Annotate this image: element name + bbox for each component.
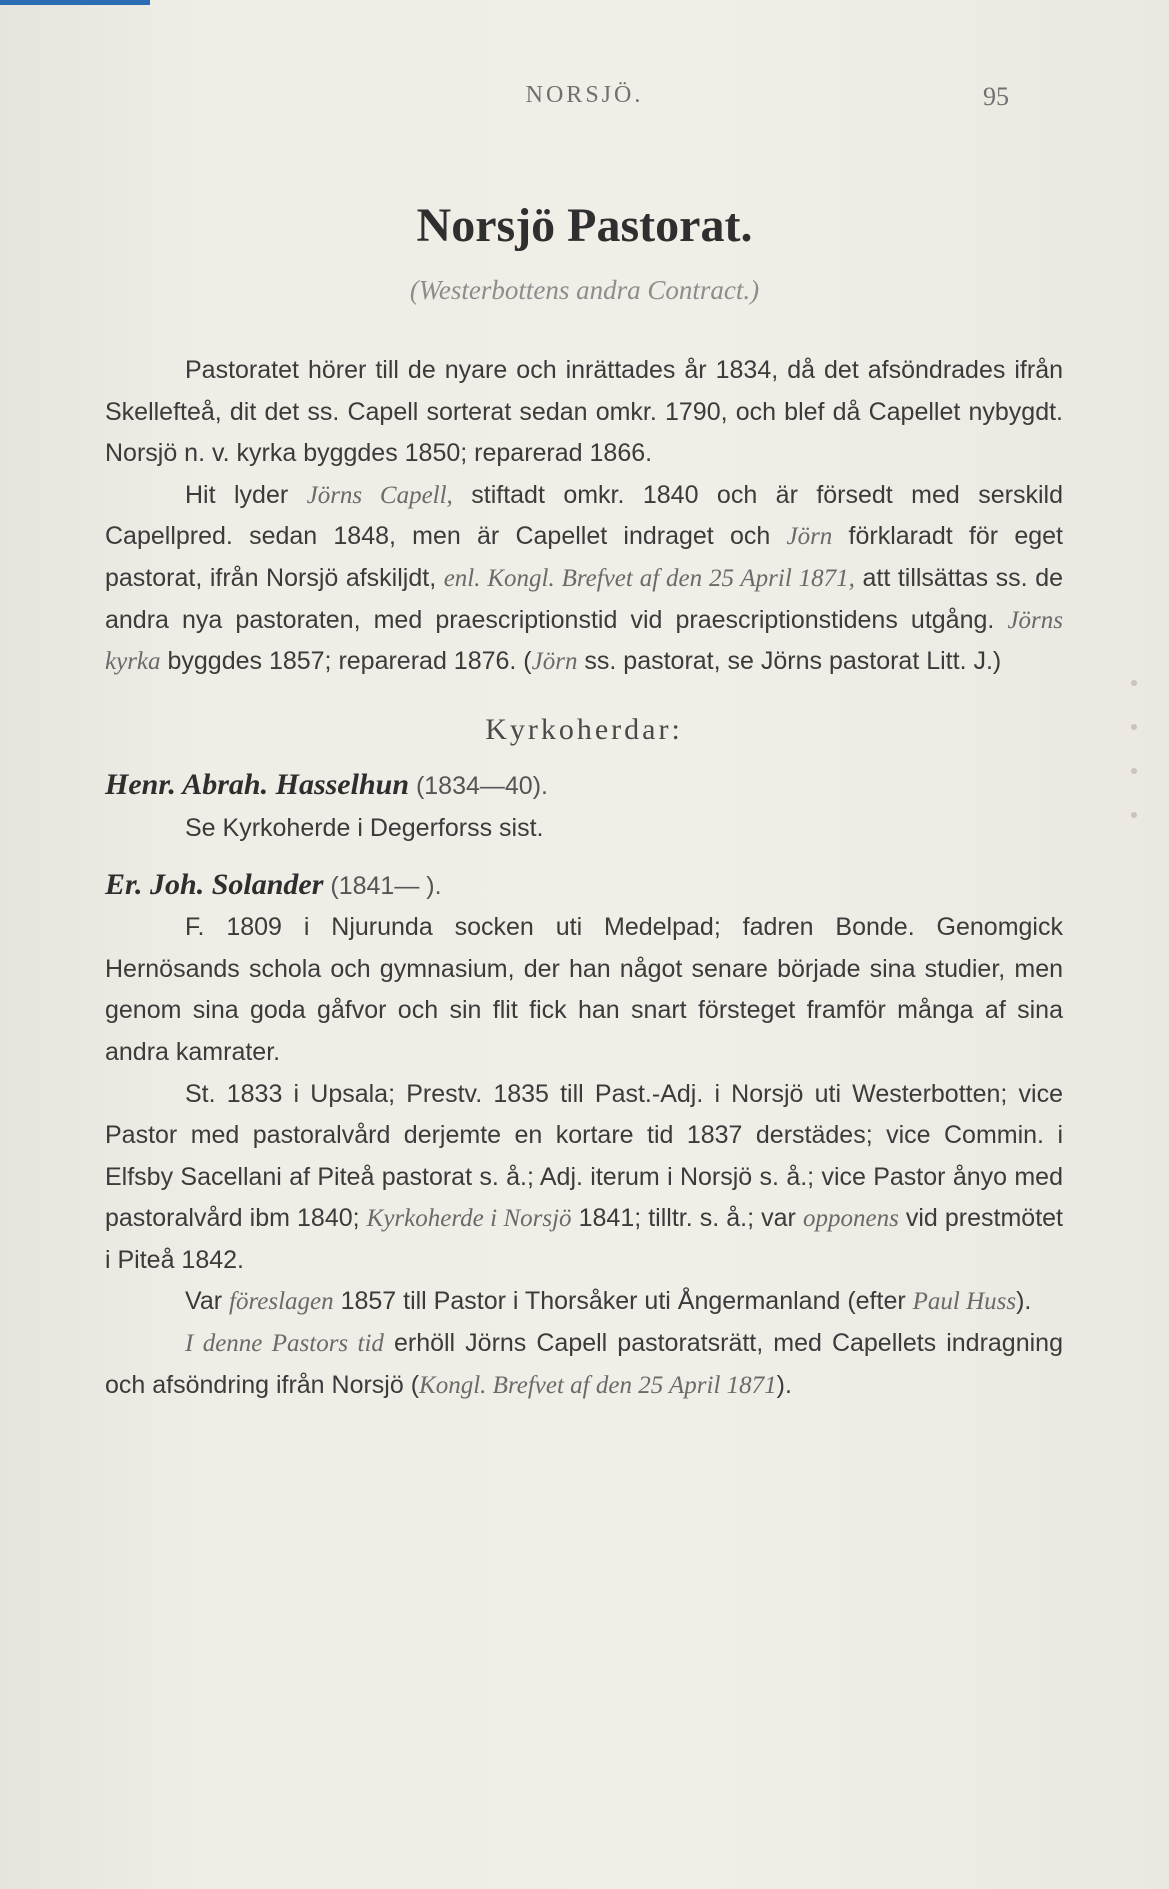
entry-name: Er. Joh. Solander — [105, 867, 324, 901]
italic-run: Jörn — [786, 523, 833, 551]
text-run: vid prestmötet i Piteå 1842. — [105, 1204, 1064, 1274]
italic-run: Jörns kyrka — [105, 606, 1063, 676]
running-title: NORSJÖ. — [525, 82, 644, 108]
text-run: Hit lyder — [185, 480, 307, 509]
italic-run: opponens — [802, 1205, 899, 1233]
italic-run: Paul Huss — [912, 1288, 1017, 1316]
text-run: ). — [776, 1370, 792, 1399]
text-run: ss. pastorat, se Jörns pastorat Litt. J.) — [577, 647, 1002, 676]
intro-paragraph-2 — [105, 475, 1063, 683]
body-text — [105, 350, 1063, 1406]
italic-run: Jörn — [531, 648, 578, 676]
entry-paragraph: F. 1809 i Njurunda socken uti Medelpad; fadren Bonde. Genomgick Hernösands schola och gymnasium, der han något senare började sina studier, men genom sina goda gåfvor och sin flit fick han snart försteget framför många af sina andra kamrater. — [105, 913, 1063, 1066]
entry-paragraph — [105, 1281, 1063, 1323]
entry-paragraph — [105, 1074, 1063, 1282]
intro-paragraph-1: Pastoratet hörer till de nyare och inrättades år 1834, då det afsöndrades ifrån Skellefteå, dit det ss. Capell sorterat sedan omkr. 1790, och blef då Capellet nybygdt. Norsjö n. v. kyrka byggdes 1850; reparerad 1866. — [105, 356, 1063, 468]
entry-years: (1841— ). — [330, 871, 442, 900]
running-head — [0, 82, 1169, 112]
text-run: stiftadt omkr. 1840 och är försedt med serskild Capellpred. sedan 1848, men är Capellet indraget och — [105, 480, 1063, 551]
scan-edge-mark — [0, 0, 150, 5]
page-title: Norsjö Pastorat. — [416, 199, 753, 252]
entry-name: Henr. Abrah. Hasselhun — [105, 768, 409, 802]
italic-run: Kyrkoherde i Norsjö — [366, 1205, 572, 1233]
entry-paragraph — [105, 1323, 1063, 1406]
text-run: förklaradt för eget pastorat, ifrån Norsjö afskiljdt, — [105, 522, 1063, 592]
text-run: att tillsättas ss. de andra nya pastoraten, med praescriptionstid vid praescriptionstidens utgång. — [105, 563, 1064, 634]
italic-run: Kongl. Brefvet af den 25 April 1871 — [419, 1371, 777, 1399]
text-run: 1841; tilltr. s. å.; var — [571, 1204, 803, 1233]
italic-run: Jörns Capell, — [306, 481, 453, 509]
entry-years: (1834—40). — [415, 772, 548, 801]
entry-heading — [105, 864, 1063, 908]
text-run: 1857 till Pastor i Thorsåker uti Ångermanland (efter — [333, 1287, 913, 1316]
page-number: 95 — [983, 82, 1009, 111]
text-run: ). — [1016, 1287, 1032, 1316]
italic-run: enl. Kongl. Brefvet af den 25 April 1871, — [443, 564, 855, 592]
text-run: St. 1833 i Upsala; Prestv. 1835 till Past.-Adj. i Norsjö uti Westerbotten; vice Pastor med pastoralvård derjemte en kortare tid 1837 derstädes; vice Commin. i Elfsby Sacellani af Piteå pastorat s. å.; Adj. iterum i Norsjö s. å.; vice Pastor ånyo med pastoralvård ibm 1840; — [105, 1079, 1063, 1233]
text-run: Var — [185, 1287, 229, 1316]
text-run: byggdes 1857; reparerad 1876. ( — [160, 647, 532, 676]
entry-heading — [105, 764, 1063, 808]
section-heading: Kyrkoherdar: — [485, 712, 683, 746]
page-edge-marks — [1131, 680, 1141, 880]
italic-run: föreslagen — [229, 1288, 334, 1316]
italic-run: I denne Pastors tid — [185, 1330, 384, 1358]
text-run: erhöll Jörns Capell pastoratsrätt, med Capellets indragning och afsöndring ifrån Norsjö ( — [105, 1329, 1063, 1399]
entry-text: Se Kyrkoherde i Degerforss sist. — [185, 813, 544, 842]
page-subtitle: (Westerbottens andra Contract.) — [409, 275, 760, 305]
